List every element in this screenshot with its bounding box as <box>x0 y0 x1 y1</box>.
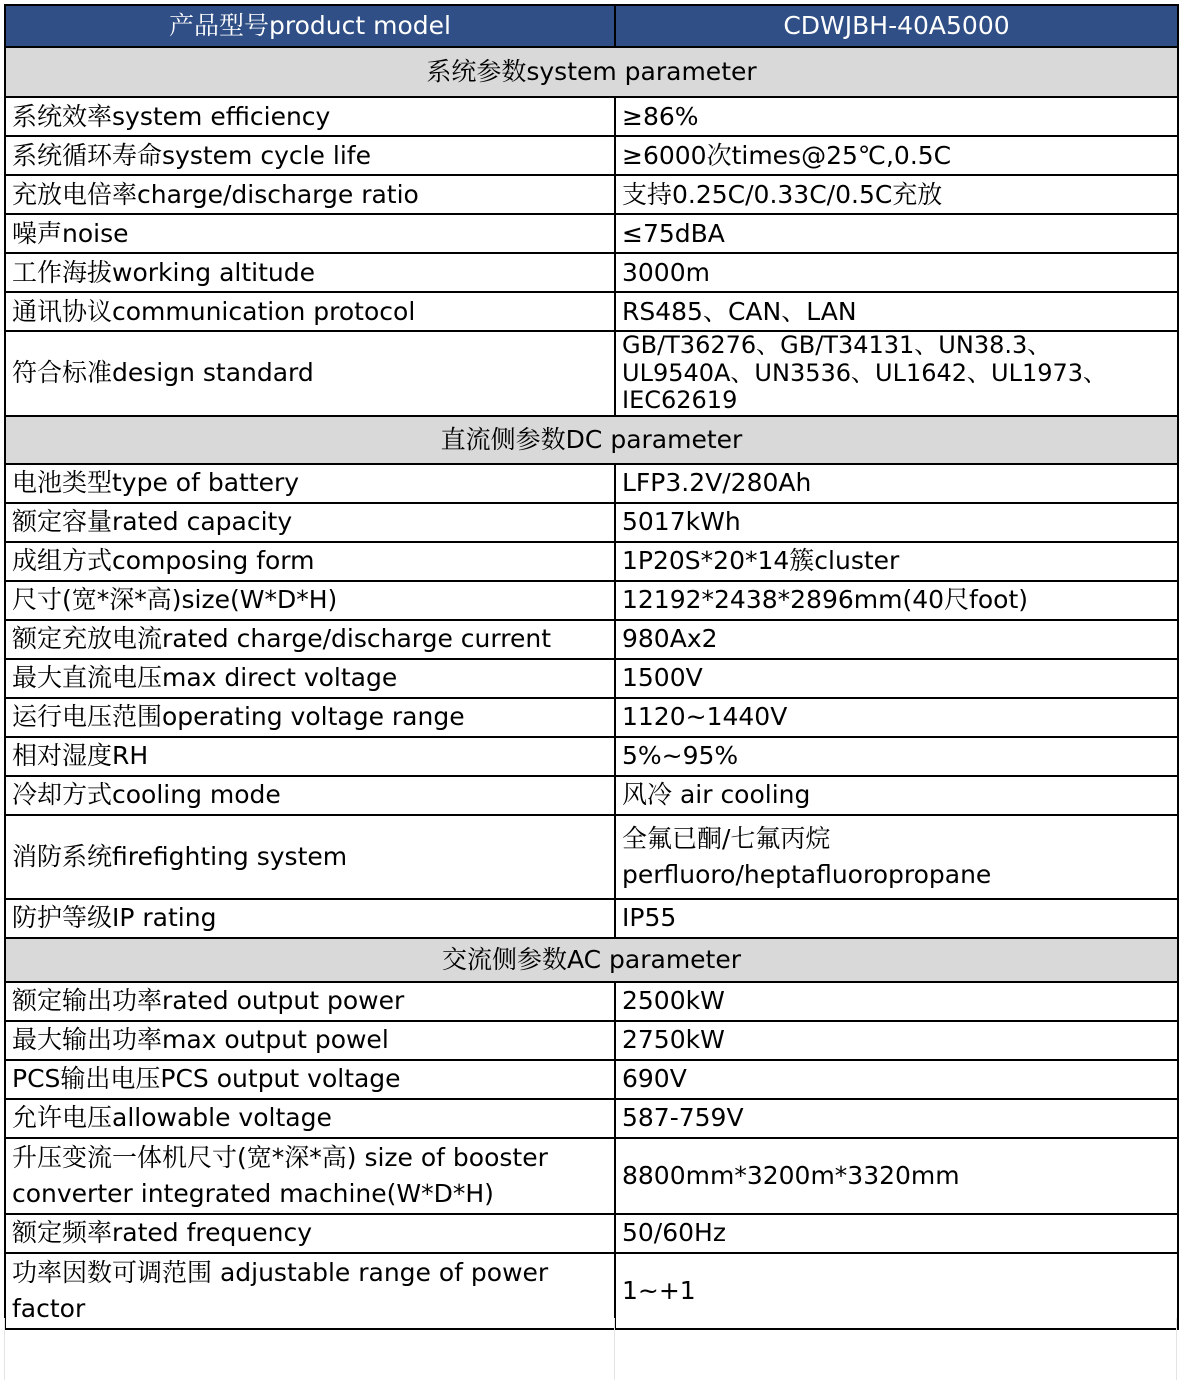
row-value: GB/T36276、GB/T34131、UN38.3、UL9540A、UN3536、UL1642、UL1973、IEC62619 <box>615 331 1178 416</box>
row-value: 5017kWh <box>615 503 1178 542</box>
section-header-system <box>5 47 1178 97</box>
row-value: LFP3.2V/280Ah <box>615 464 1178 503</box>
row-value: 1P20S*20*14簇cluster <box>615 542 1178 581</box>
row-label: 尺寸(宽*深*高)size(W*D*H) <box>5 581 615 620</box>
gridline <box>614 1318 615 1380</box>
row-label: 充放电倍率charge/discharge ratio <box>5 175 615 214</box>
table-row <box>5 503 1178 542</box>
row-value: 支持0.25C/0.33C/0.5C充放 <box>615 175 1178 214</box>
row-label: 系统效率system efficiency <box>5 97 615 136</box>
row-value: 5%~95% <box>615 737 1178 776</box>
row-value: 12192*2438*2896mm(40尺foot) <box>615 581 1178 620</box>
row-label: 额定容量rated capacity <box>5 503 615 542</box>
table-row <box>5 776 1178 815</box>
row-value: IP55 <box>615 899 1178 938</box>
table-row <box>5 136 1178 175</box>
table-row <box>5 581 1178 620</box>
spec-table <box>4 4 1179 1330</box>
row-value: ≤75dBA <box>615 214 1178 253</box>
table-row <box>5 464 1178 503</box>
row-label: 噪声noise <box>5 214 615 253</box>
table-row <box>5 97 1178 136</box>
row-value: 2750kW <box>615 1021 1178 1060</box>
row-label: 额定频率rated frequency <box>5 1214 615 1253</box>
row-label: 最大直流电压max direct voltage <box>5 659 615 698</box>
row-value: 1500V <box>615 659 1178 698</box>
table-row <box>5 214 1178 253</box>
table-row <box>5 175 1178 214</box>
spec-sheet <box>4 4 1177 1330</box>
table-row <box>5 1060 1178 1099</box>
row-label: 额定输出功率rated output power <box>5 982 615 1021</box>
table-row <box>5 620 1178 659</box>
row-label: 系统循环寿命system cycle life <box>5 136 615 175</box>
row-value: 8800mm*3200m*3320mm <box>615 1138 1178 1214</box>
row-label: 工作海拔working altitude <box>5 253 615 292</box>
row-value: 587-759V <box>615 1099 1178 1138</box>
table-row <box>5 659 1178 698</box>
row-label: 运行电压范围operating voltage range <box>5 698 615 737</box>
row-label: 相对湿度RH <box>5 737 615 776</box>
table-row <box>5 982 1178 1021</box>
row-label: 防护等级IP rating <box>5 899 615 938</box>
table-row <box>5 292 1178 331</box>
product-model-label: 产品型号product model <box>5 5 615 47</box>
row-label: 功率因数可调范围 adjustable range of power factor <box>5 1253 615 1329</box>
row-value: ≥6000次times@25℃,0.5C <box>615 136 1178 175</box>
row-label: 符合标准design standard <box>5 331 615 416</box>
row-value: RS485、CAN、LAN <box>615 292 1178 331</box>
row-label: 允许电压allowable voltage <box>5 1099 615 1138</box>
row-value: ≥86% <box>615 97 1178 136</box>
table-row <box>5 737 1178 776</box>
row-label: 通讯协议communication protocol <box>5 292 615 331</box>
row-label: 额定充放电流rated charge/discharge current <box>5 620 615 659</box>
row-value: 50/60Hz <box>615 1214 1178 1253</box>
header-row <box>5 5 1178 47</box>
row-value: 1~+1 <box>615 1253 1178 1329</box>
table-row <box>5 698 1178 737</box>
row-value: 980Ax2 <box>615 620 1178 659</box>
table-row <box>5 1214 1178 1253</box>
table-row <box>5 1138 1178 1214</box>
table-row <box>5 1099 1178 1138</box>
row-value: 1120~1440V <box>615 698 1178 737</box>
empty-grid-area <box>4 1318 1177 1380</box>
product-model-value: CDWJBH-40A5000 <box>615 5 1178 47</box>
section-title-dc: 直流侧参数DC parameter <box>5 416 1178 464</box>
section-title-system: 系统参数system parameter <box>5 47 1178 97</box>
table-row <box>5 899 1178 938</box>
row-value: 3000m <box>615 253 1178 292</box>
table-row <box>5 542 1178 581</box>
row-label: 最大输出功率max output powel <box>5 1021 615 1060</box>
table-row <box>5 1021 1178 1060</box>
row-value: 690V <box>615 1060 1178 1099</box>
row-value: 2500kW <box>615 982 1178 1021</box>
row-value: 风冷 air cooling <box>615 776 1178 815</box>
table-row <box>5 815 1178 899</box>
table-row <box>5 331 1178 416</box>
row-label: PCS输出电压PCS output voltage <box>5 1060 615 1099</box>
gridline <box>1176 1318 1177 1380</box>
gridline <box>4 1318 5 1380</box>
section-header-ac <box>5 938 1178 982</box>
row-value: 全氟已酮/七氟丙烷 perfluoro/heptafluoropropane <box>615 815 1178 899</box>
row-label: 升压变流一体机尺寸(宽*深*高) size of booster converter integrated machine(W*D*H) <box>5 1138 615 1214</box>
row-label: 消防系统firefighting system <box>5 815 615 899</box>
row-label: 电池类型type of battery <box>5 464 615 503</box>
section-title-ac: 交流侧参数AC parameter <box>5 938 1178 982</box>
table-row <box>5 253 1178 292</box>
section-header-dc <box>5 416 1178 464</box>
row-label: 成组方式composing form <box>5 542 615 581</box>
row-label: 冷却方式cooling mode <box>5 776 615 815</box>
